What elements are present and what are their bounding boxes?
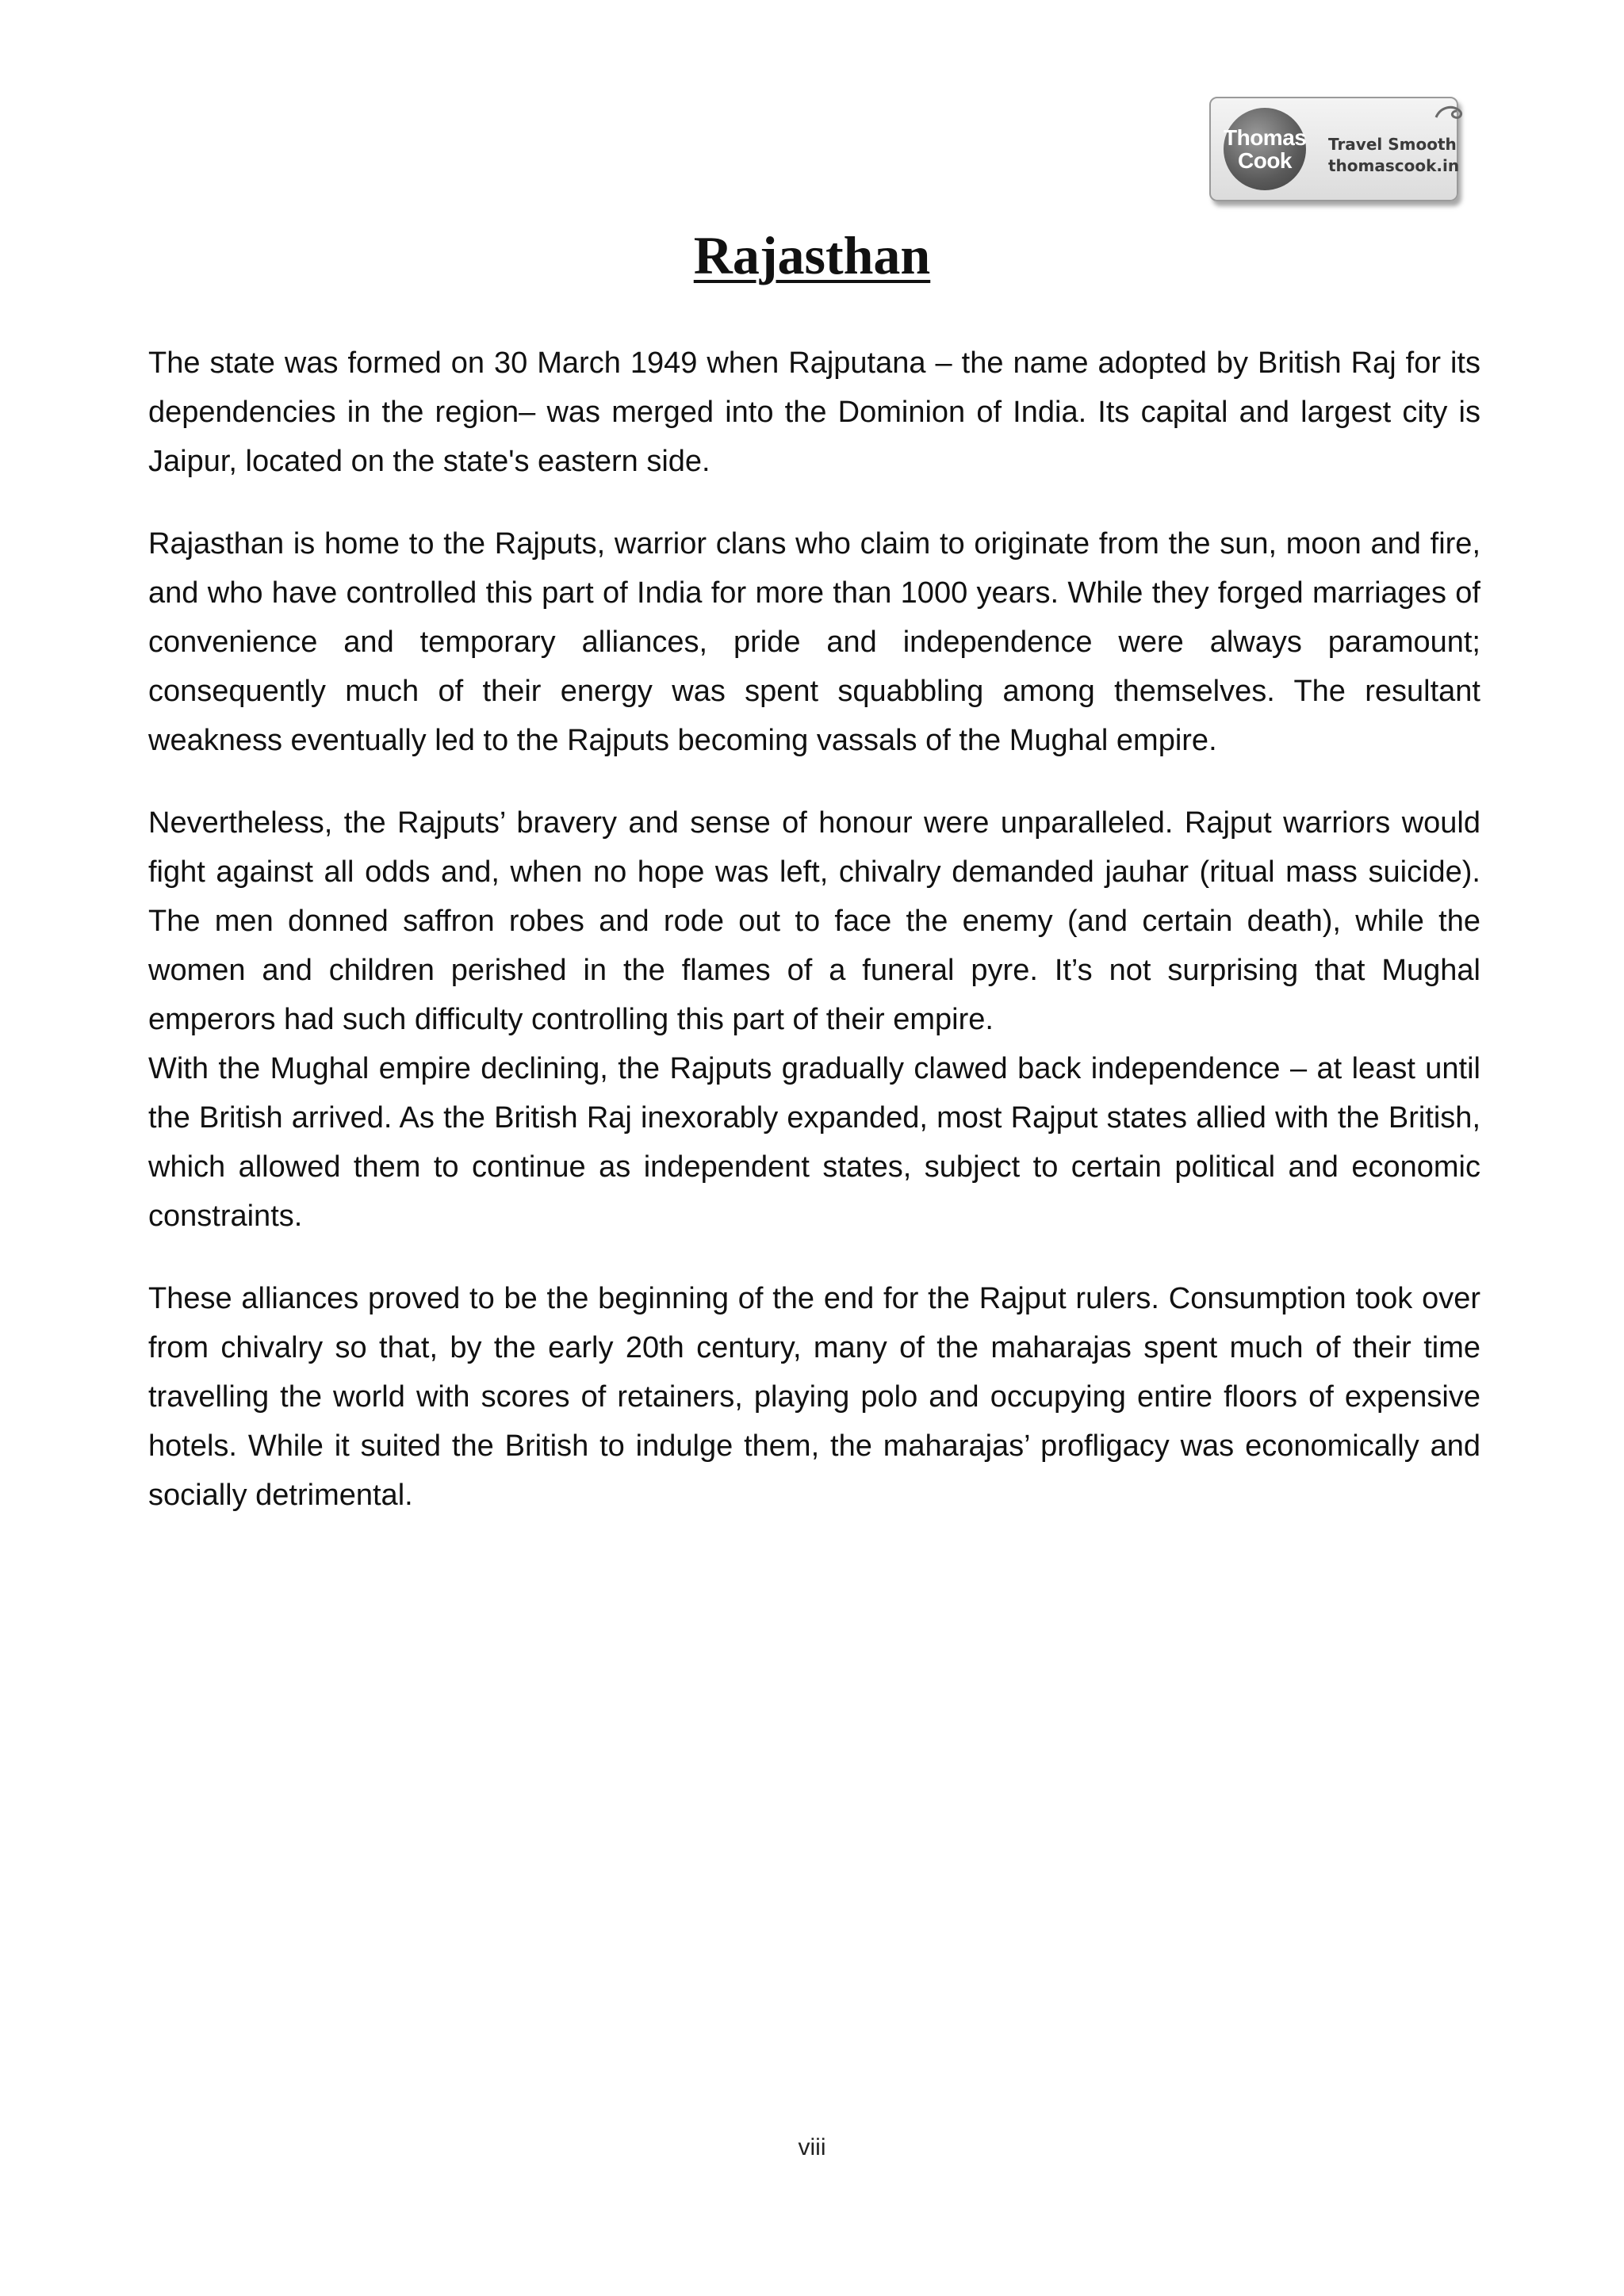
paragraph-5: These alliances proved to be the beginning of the end for the Rajput rulers. Consumption took over from chivalry so that, by the early 20th century, many of the maharajas spent much of their time travelling the world with scores of retainers, playing polo and occupying entire floors of expensive hotels. While it suited the British to indulge them, the maharajas’ profligacy was economically and socially detrimental. — [148, 1282, 1480, 1512]
paragraph-3: Nevertheless, the Rajputs’ bravery and sense of honour were unparalleled. Rajput warriors would fight against all odds and, when no hope was left, chivalry demanded jauhar (ritual mass suicide). The men donned saffron robes and rode out to face the enemy (and certain death), while the women and children perished in the flames of a funeral pyre. It’s not surprising that Mughal emperors had such difficulty controlling this part of their empire. — [148, 806, 1480, 1036]
logo-brand-line2: Cook — [1238, 148, 1292, 173]
logo-tagline: Travel Smooth — [1328, 135, 1457, 154]
logo-url: thomascook.in — [1328, 156, 1460, 175]
paragraph-2: Rajasthan is home to the Rajputs, warrior clans who claim to originate from the sun, moon and fire, and who have controlled this part of India for more than 1000 years. While they forged marriages of convenience and temporary alliances, pride and independence were always paramount; consequently much of their energy was spent squabbling among themselves. The resultant weakness eventually led to the Rajputs becoming vassals of the Mughal empire. — [148, 527, 1480, 757]
logo-swirl-icon — [1433, 103, 1465, 124]
logo-brand-circle — [1224, 108, 1306, 190]
logo-card — [1209, 97, 1458, 201]
article-body — [148, 339, 1480, 1520]
paragraph-4: With the Mughal empire declining, the Rajputs gradually clawed back independence – at least until the British arrived. As the British Raj inexorably expanded, most Rajput states allied with the British, which allowed them to continue as independent states, subject to certain political and economic constraints. — [148, 1052, 1480, 1233]
page-title-text: Rajasthan — [693, 225, 931, 285]
thomas-cook-logo — [1209, 97, 1465, 205]
page-number: viii — [798, 2134, 826, 2160]
page-title — [0, 224, 1624, 287]
logo-brand-line1: Thomas — [1224, 125, 1307, 150]
paragraph-1: The state was formed on 30 March 1949 when Rajputana – the name adopted by British Raj for its dependencies in the region– was merged into the Dominion of India. Its capital and largest city is Jaipur, located on the state's eastern side. — [148, 346, 1480, 478]
